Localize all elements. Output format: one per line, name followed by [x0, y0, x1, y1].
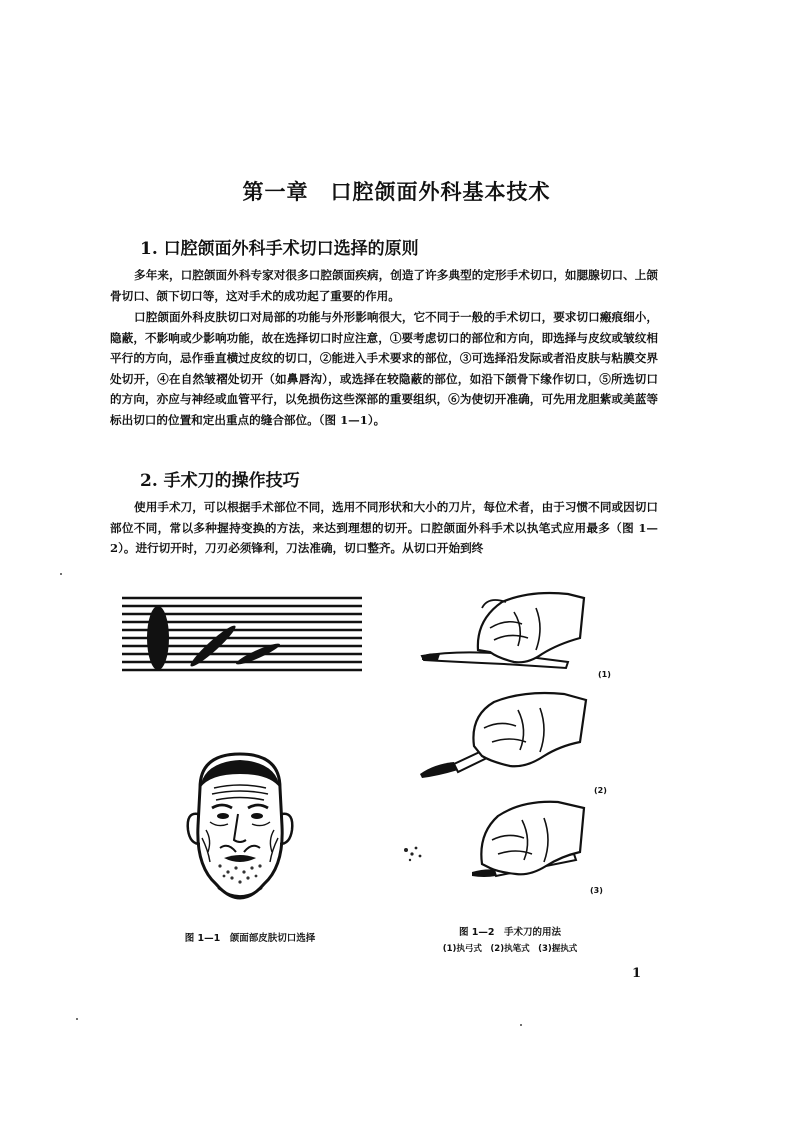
figure-1-2-subcaption: (1)执弓式 (2)执笔式 (3)握执式	[442, 944, 578, 954]
section-1-paragraph-1: 多年来，口腔颌面外科专家对很多口腔颌面疾病，创造了许多典型的定形手术切口，如腮腺切口、上颌骨切口、颌下切口等，这对手术的成功起了重要的作用。	[110, 268, 658, 303]
figure-1-2-caption: 图 1—2 手术刀的用法	[458, 927, 562, 938]
scan-speck	[76, 1018, 78, 1020]
scalpel-palm-grip-illustration	[398, 794, 588, 892]
section-1-paragraph-2: 口腔颌面外科皮肤切口对局部的功能与外形影响很大，它不同于一般的手术切口，要求切口瘢痕细小，隐蔽，不影响或少影响功能，故在选择切口时应注意，①要考虑切口的部位和方向，即选择与皮纹或皱纹相平行的方向，忌作垂直横过皮纹的切口，②能进入手术要求的部位，③可选择沿发际或者沿皮肤与粘膜交界处切开，④在自然皱褶处切开（如鼻唇沟），或选择在较隐蔽的部位，如沿下颌骨下缘作切口，⑤所选切口的方向，亦应与神经或血管平行，以免损伤这些深部的重要组织，⑥为使切开准确，可先用龙胆紫或美蓝等标出切口的位置和定出重点的缝合部位。（图 1—1）。	[110, 310, 658, 427]
figure-1-2-label-1: (1)	[598, 670, 611, 679]
face-illustration	[180, 748, 300, 906]
section-2-title: 2. 手术刀的操作技巧	[140, 471, 300, 491]
scalpel-pen-grip-illustration	[414, 686, 590, 786]
figure-1-2-label-3: (3)	[590, 886, 603, 895]
scan-speck	[60, 573, 62, 575]
section-2-paragraph-1: 使用手术刀，可以根据手术部位不同，选用不同形状和大小的刀片，每位术者，由于习惯不同或因切口部位不同，常以多种握持变换的方法，来达到理想的切开。口腔颌面外科手术以执笔式应用最多（图 1—2）。进行切开时，刀刃必须锋利，刀法准确，切口整齐。从切口开始到终	[110, 500, 658, 556]
section-1-title: 1. 口腔颌面外科手术切口选择的原则	[140, 239, 419, 259]
scan-speck	[520, 1024, 522, 1026]
scalpel-bow-grip-illustration	[418, 588, 588, 680]
page-number: 1	[632, 966, 642, 981]
chapter-title: 第一章 口腔颌面外科基本技术	[242, 179, 551, 204]
skin-line-incision-illustration	[118, 592, 366, 682]
figure-1-2-label-2: (2)	[594, 786, 607, 795]
figure-1-1-caption: 图 1—1 颌面部皮肤切口选择	[184, 933, 316, 944]
